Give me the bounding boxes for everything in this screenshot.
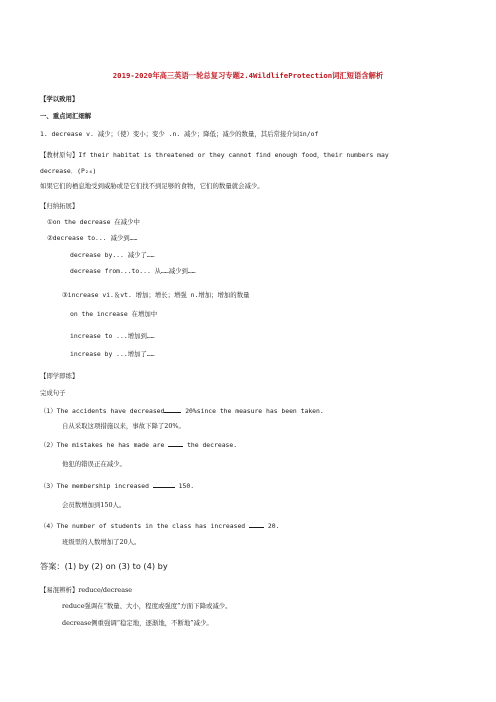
summary-item-2: ②decrease to... 减少到…… <box>47 234 138 242</box>
answer-blank-1[interactable] <box>164 406 181 413</box>
summary-item-7: increase to ...增加到…… <box>70 332 155 340</box>
section-study-heading: 【学以致用】 <box>40 95 79 103</box>
question-4: （4）The number of students in the class has increased 20. <box>40 522 280 530</box>
source-sentence-line2: decrease．(P₂₆) <box>40 167 97 175</box>
answer-key: 答案：(1) by (2) on (3) to (4) by <box>40 561 168 571</box>
distinguish-reduce: reduce强调在“数量、大小，程度或强度”方面下降或减少。 <box>62 602 232 610</box>
question-2: （2）The mistakes he has made are the decrease. <box>40 441 238 449</box>
question-1-translation: 自从采取这项措施以来，事故下降了20%。 <box>62 422 185 430</box>
question-3: （3）The membership increased 150. <box>40 482 195 490</box>
source-sentence-line1: 【教材原句】If their habitat is threatened or they cannot find enough food，their numbers may <box>40 151 389 159</box>
distinguish-heading: 【易混辨析】reduce/decrease <box>40 586 133 594</box>
distinguish-decrease: decrease侧重强调“稳定地，逐渐地，不断地”减少。 <box>62 619 213 627</box>
section-vocab-heading: 一、重点词汇细解 <box>40 112 92 120</box>
question-2-translation: 他犯的错误正在减少。 <box>62 460 126 468</box>
practice-instruction: 完成句子 <box>40 389 66 397</box>
answer-blank-3[interactable] <box>153 481 175 488</box>
summary-item-6: on the increase 在增加中 <box>70 310 158 318</box>
summary-item-5: ③increase vi.＆vt. 增加；增长；增强 n.增加；增加的数量 <box>62 291 250 299</box>
summary-item-4: decrease from...to... 从……减少到…… <box>70 267 196 275</box>
source-translation: 如果它们的栖息地受到威胁或是它们找不到足够的食物，它们的数量就会减少。 <box>40 182 264 190</box>
question-4-translation: 班级里的人数增加了20人。 <box>62 538 141 546</box>
answer-blank-2[interactable] <box>168 440 183 447</box>
answer-blank-4[interactable] <box>249 521 264 528</box>
summary-heading: 【归纳拓展】 <box>40 202 79 210</box>
document-title: 2019-2020年高三英语一轮总复习专题2.4WildlifeProtection词汇短语含解析 <box>112 71 384 80</box>
summary-item-3: decrease by... 减少了…… <box>70 251 155 259</box>
entry-decrease-definition: 1. decrease v. 减少；（使）变小；变少 .n. 减少；降低；减少的数量，其后常接介词in/of <box>40 130 319 138</box>
question-3-translation: 会员数增加到150人。 <box>62 501 126 509</box>
practice-heading: 【即学即练】 <box>40 372 79 380</box>
summary-item-1: ①on the decrease 在减少中 <box>47 218 140 226</box>
question-1: （1）The accidents have decreased 20%since the measure has been taken. <box>40 407 324 415</box>
summary-item-8: increase by ...增加了…… <box>70 350 155 358</box>
